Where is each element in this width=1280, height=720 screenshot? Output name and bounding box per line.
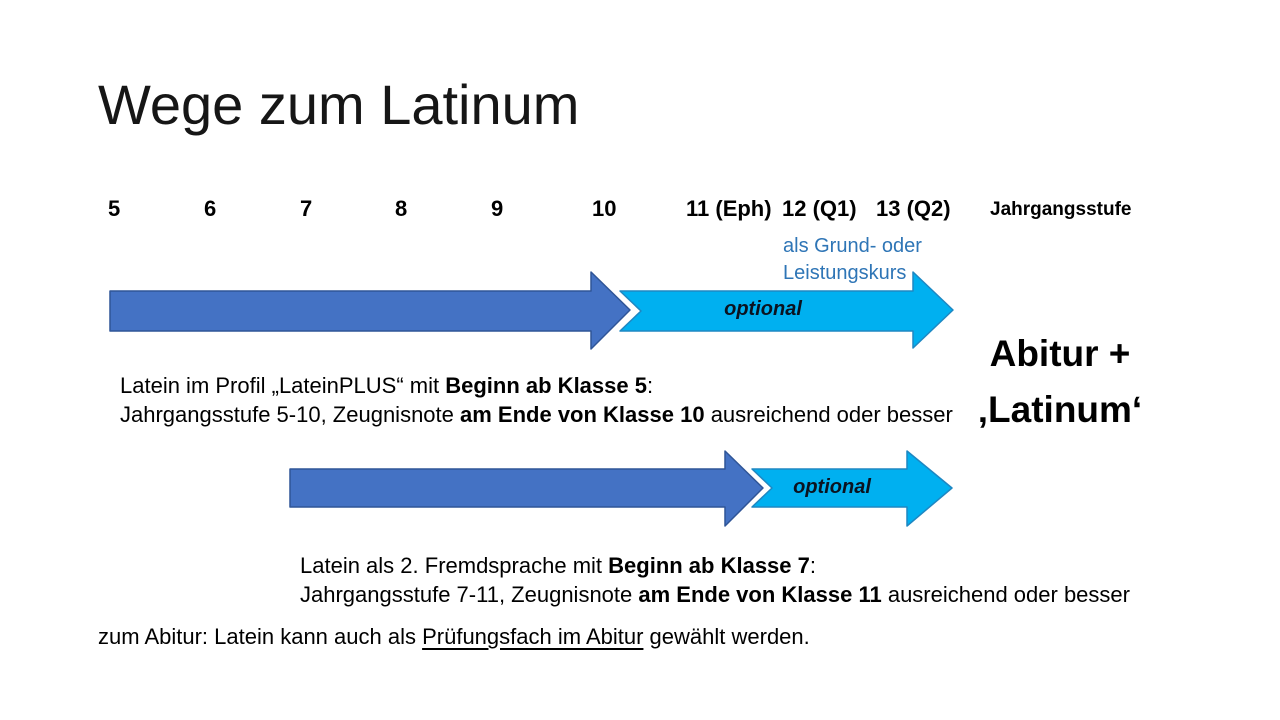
footer-note-post: gewählt werden. [643, 624, 810, 649]
course-type-note-line1: als Grund- oder [783, 235, 922, 257]
path2-description [300, 551, 1130, 609]
outcome-line1: Abitur + [989, 333, 1131, 374]
path2-line2-bold: am Ende von Klasse 11 [638, 582, 882, 607]
optional-label-path1: optional [724, 298, 802, 320]
slide-title: Wege zum Latinum [98, 73, 580, 136]
grade-label-8: 8 [395, 196, 408, 221]
path2-description-line1 [300, 551, 1130, 580]
path1-description-line2 [120, 400, 953, 429]
arrow-latein-plus-main [110, 272, 630, 349]
path1-line2-post: ausreichend oder besser [704, 402, 953, 427]
arrow-second-language-main [290, 451, 763, 526]
grade-label-9: 9 [491, 196, 504, 221]
path1-description [120, 371, 953, 429]
path2-line2-pre: Jahrgangsstufe 7-11, Zeugnisnote [300, 582, 639, 607]
grade-label-6: 6 [204, 196, 217, 221]
grade-label-7: 7 [300, 196, 313, 221]
footer-note-underlined: Prüfungsfach im Abitur [422, 624, 644, 649]
course-type-note-line2: Leistungskurs [783, 262, 907, 284]
path2-line2-post: ausreichend oder besser [881, 582, 1130, 607]
path1-line2-pre: Jahrgangsstufe 5-10, Zeugnisnote [120, 402, 461, 427]
footer-note-pre: zum Abitur: Latein kann auch als [98, 624, 423, 649]
path1-line1-pre: Latein im Profil „LateinPLUS“ mit [120, 373, 446, 398]
path2-line1-pre: Latein als 2. Fremdsprache mit [300, 553, 609, 578]
path2-description-line2 [300, 580, 1130, 609]
grade-label-12-q1: 12 (Q1) [782, 196, 857, 221]
outcome-abitur-latinum [958, 326, 1162, 438]
grade-label-10: 10 [592, 196, 617, 221]
footer-note [98, 624, 810, 650]
optional-label-path2: optional [793, 476, 871, 498]
path1-description-line1 [120, 371, 953, 400]
grade-label-5: 5 [108, 196, 121, 221]
grade-axis-title: Jahrgangsstufe [990, 199, 1132, 220]
grade-label-11-eph: 11 (Eph) [686, 196, 772, 221]
path2-line1-bold: Beginn ab Klasse 7 [608, 553, 810, 578]
path1-line2-bold: am Ende von Klasse 10 [460, 402, 705, 427]
path1-line1-bold: Beginn ab Klasse 5 [445, 373, 647, 398]
path1-line1-post: : [646, 373, 654, 398]
path2-line1-post: : [809, 553, 817, 578]
grade-label-13-q2: 13 (Q2) [876, 196, 951, 221]
outcome-line2: ‚Latinum‘ [977, 389, 1143, 430]
